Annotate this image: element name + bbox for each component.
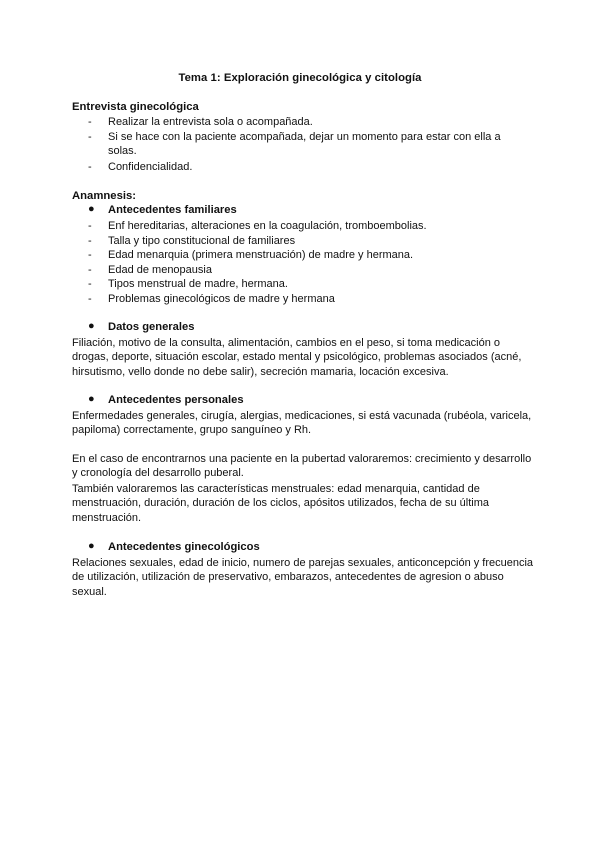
dash-marker: -	[88, 278, 92, 290]
list-item	[88, 277, 528, 291]
dash-marker: -	[88, 235, 92, 247]
entrevista-heading: Entrevista ginecológica	[72, 101, 199, 113]
personales-text: Enfermedades generales, cirugía, alergias, medicaciones, si está vacunada (rubéola, varicela, papiloma) correctamente, grupo sanguíneo y Rh.	[72, 410, 532, 437]
familiares-heading	[88, 204, 237, 216]
pubertad-text: En el caso de encontrarnos una paciente en la pubertad valoraremos: crecimiento y desarrollo y cronología del desarrollo puberal.	[72, 453, 532, 480]
list-item-text: Confidencialidad.	[108, 161, 193, 173]
list-item	[88, 115, 528, 129]
dash-marker: -	[88, 264, 92, 276]
dash-marker: -	[88, 220, 92, 232]
list-item-text: Realizar la entrevista sola o acompañada.	[108, 116, 313, 128]
generales-text: Filiación, motivo de la consulta, alimentación, cambios en el peso, si toma medicación o drogas, deporte, situación escolar, estado mental y psicológico, problemas asociados (acné, hirsutismo, vello donde no debe salir), secreción mamaria, locación excesiva.	[72, 337, 522, 378]
dash-marker: -	[88, 249, 92, 261]
bullet-icon: ●	[88, 393, 95, 405]
menstruales-text: También valoraremos las características menstruales: edad menarquia, cantidad de menstruación, duración, duración de los ciclos, apósitos utilizados, fecha de su última menstruación.	[72, 483, 490, 524]
list-item-text: Enf hereditarias, alteraciones en la coagulación, tromboembolias.	[108, 220, 427, 232]
list-item	[88, 263, 528, 277]
list-item-text: Si se hace con la paciente acompañada, dejar un momento para estar con ella a solas.	[108, 131, 501, 158]
anamnesis-heading: Anamnesis:	[72, 190, 137, 202]
list-item	[88, 292, 528, 306]
personales-heading	[88, 394, 244, 406]
list-item-text: Edad de menopausia	[108, 264, 212, 276]
dash-marker: -	[88, 161, 92, 173]
bullet-icon: ●	[88, 320, 95, 332]
list-item	[88, 219, 528, 233]
dash-marker: -	[88, 116, 92, 128]
dash-marker: -	[88, 293, 92, 305]
section-heading-text: Datos generales	[108, 321, 195, 333]
section-heading-text: Antecedentes familiares	[108, 204, 237, 216]
page-title: Tema 1: Exploración ginecológica y citología	[178, 72, 422, 84]
bullet-icon: ●	[88, 540, 95, 552]
ginecologicos-text: Relaciones sexuales, edad de inicio, numero de parejas sexuales, anticoncepción y frecuencia de utilización, utilización de preservativo, embarazos, antecedentes de agresion o abuso sexual.	[72, 557, 534, 598]
bullet-icon: ●	[88, 203, 95, 215]
list-item	[88, 160, 528, 174]
list-item-text: Talla y tipo constitucional de familiares	[108, 235, 296, 247]
dash-marker: -	[88, 131, 92, 143]
list-item	[88, 234, 528, 248]
list-item-text: Problemas ginecológicos de madre y hermana	[108, 293, 335, 305]
section-heading-text: Antecedentes ginecológicos	[108, 541, 260, 553]
list-item-text: Tipos menstrual de madre, hermana.	[108, 278, 288, 290]
section-heading-text: Antecedentes personales	[108, 394, 244, 406]
list-item-text: Edad menarquia (primera menstruación) de madre y hermana.	[108, 249, 414, 261]
ginecologicos-heading	[88, 541, 260, 553]
list-item	[88, 130, 528, 159]
generales-heading	[88, 321, 194, 333]
list-item	[88, 248, 528, 262]
